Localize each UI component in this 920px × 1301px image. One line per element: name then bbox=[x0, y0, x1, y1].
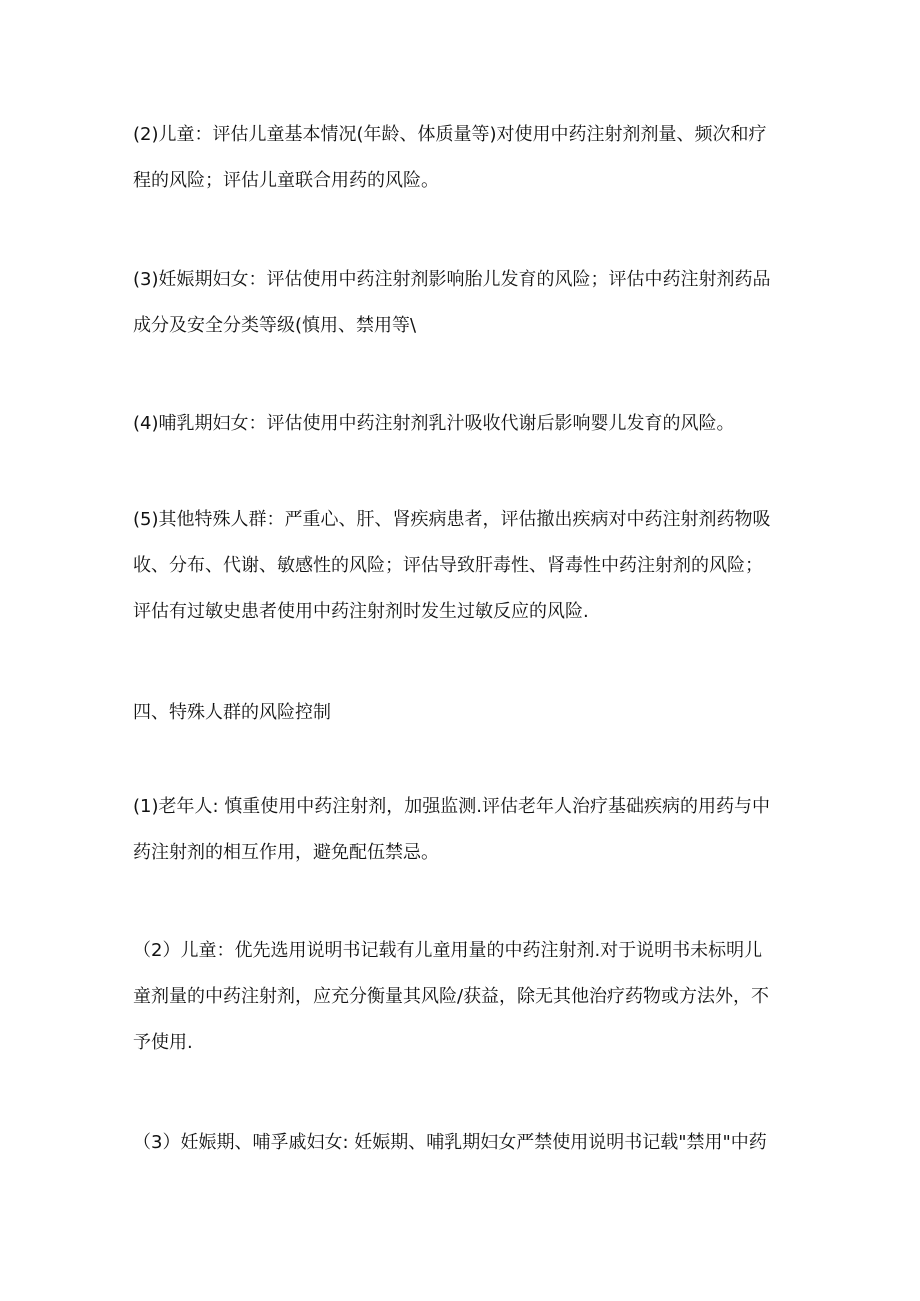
paragraph-other-special-groups bbox=[133, 497, 793, 635]
paragraph-children-risk-assessment bbox=[133, 112, 793, 204]
text-line: (2)儿童：评估儿童基本情况(年龄、体质量等)对使用中药注射剂剂量、频次和疗 bbox=[133, 124, 767, 145]
heading-line: 四、特殊人群的风险控制 bbox=[133, 702, 331, 723]
text-line: 童剂量的中药注射剂，应充分衡量其风险/获益，除无其他治疗药物或方法外，不 bbox=[133, 986, 770, 1007]
text-line: 评估有过敏史患者使用中药注射剂时发生过敏反应的风险. bbox=[133, 601, 589, 622]
text-line: (3)妊娠期妇女：评估使用中药注射剂影响胎儿发育的风险；评估中药注射剂药品 bbox=[133, 269, 771, 290]
text-line: 收、分布、代谢、敏感性的风险；评估导致肝毒性、肾毒性中药注射剂的风险； bbox=[133, 555, 763, 576]
text-line: (5)其他特殊人群：严重心、肝、肾疾病患者，评估撤出疾病对中药注射剂药物吸 bbox=[133, 509, 771, 530]
paragraph-elderly-risk-control bbox=[133, 784, 793, 876]
paragraph-lactation-risk-assessment bbox=[133, 401, 793, 447]
paragraph-children-risk-control bbox=[133, 928, 793, 1066]
text-line: （2）儿童：优先选用说明书记载有儿童用量的中药注射剂.对于说明书未标明儿 bbox=[133, 940, 763, 961]
text-line: 成分及安全分类等级(慎用、禁用等\ bbox=[133, 315, 417, 336]
text-line: (4)哺乳期妇女：评估使用中药注射剂乳汁吸收代谢后影响婴儿发育的风险。 bbox=[133, 413, 735, 434]
section-heading-risk-control bbox=[133, 690, 793, 736]
paragraph-pregnancy-risk-assessment bbox=[133, 257, 793, 349]
text-line: 予使用. bbox=[133, 1032, 193, 1053]
text-line: 程的风险；评估儿童联合用药的风险。 bbox=[133, 170, 439, 191]
text-line: 药注射剂的相互作用，避免配伍禁忌。 bbox=[133, 842, 439, 863]
paragraph-pregnancy-lactation-risk-control bbox=[133, 1120, 793, 1166]
text-line: （3）妊娠期、哺孚戚妇女: 妊娠期、哺乳期妇女严禁使用说明书记载"禁用"中药 bbox=[133, 1132, 767, 1153]
text-line: (1)老年人: 慎重使用中药注射剂，加强监测.评估老年人治疗基础疾病的用药与中 bbox=[133, 796, 771, 817]
